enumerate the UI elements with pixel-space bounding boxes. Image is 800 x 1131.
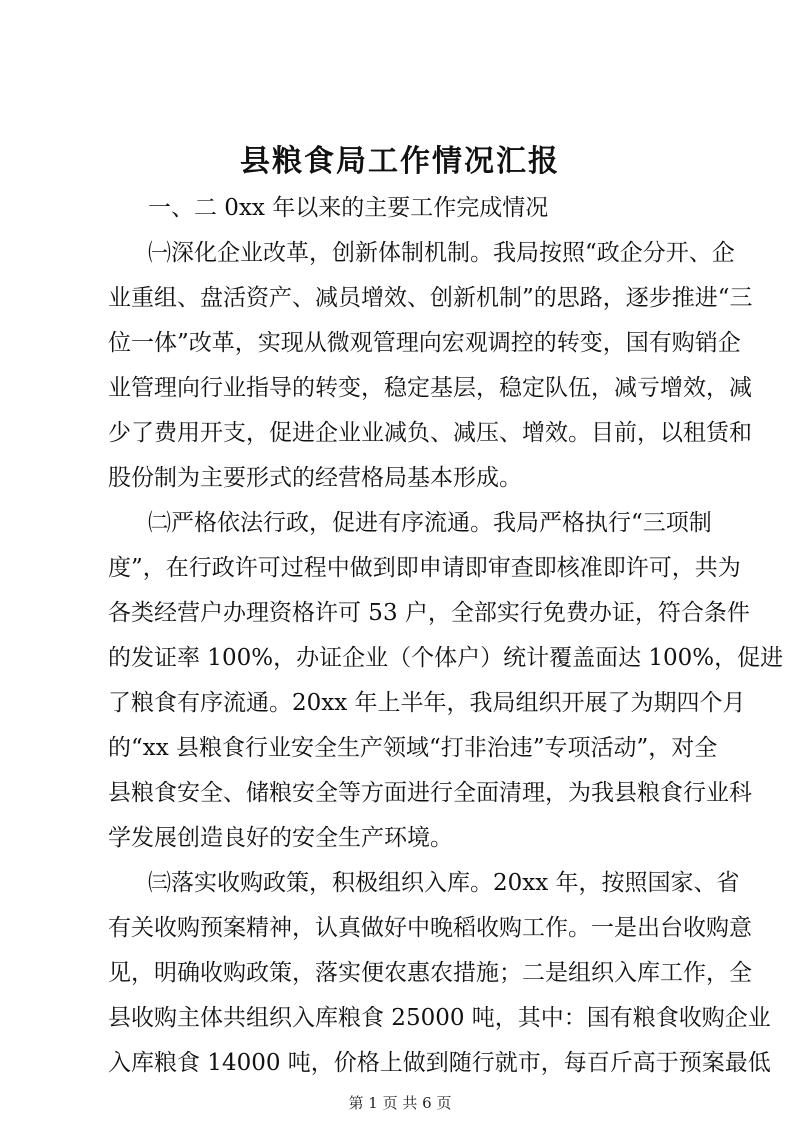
section-heading: 一、二 0xx 年以来的主要工作完成情况 (148, 195, 549, 221)
paragraph-line: 股份制为主要形式的经营格局基本形成。 (108, 465, 522, 491)
paragraph-line: 位一体”改革，实现从微观管理向宏观调控的转变，国有购销企 (108, 330, 741, 356)
paragraph-line: 有关收购预案精神，认真做好中晚稻收购工作。一是出台收购意 (108, 915, 752, 941)
paragraph-line: 业重组、盘活资产、减员增效、创新机制”的思路，逐步推进“三 (108, 285, 753, 311)
paragraph-line: 县粮食安全、储粮安全等方面进行全面清理，为我县粮食行业科 (108, 780, 752, 806)
paragraph-line: 的发证率 100%，办证企业（个体户）统计覆盖面达 100%，促进 (108, 645, 784, 671)
paragraph-line: 了粮食有序流通。20xx 年上半年，我局组织开展了为期四个月 (108, 690, 746, 716)
paragraph-line: 业管理向行业指导的转变，稳定基层，稳定队伍，减亏增效，减 (108, 375, 752, 401)
paragraph-line: 度”，在行政许可过程中做到即申请即审查即核准即许可，共为 (108, 555, 741, 581)
paragraph-line: 入库粮食 14000 吨，价格上做到随行就市，每百斤高于预案最低 (108, 1050, 771, 1076)
paragraph-line: 的“xx 县粮食行业安全生产领域“打非治违”专项活动”，对全 (108, 735, 718, 761)
page-footer: 第 1 页 共 6 页 (348, 1094, 452, 1112)
paragraph-line: 学发展创造良好的安全生产环境。 (108, 825, 453, 851)
paragraph-line: 县收购主体共组织入库粮食 25000 吨，其中：国有粮食收购企业 (108, 1005, 771, 1031)
paragraph-line: 各类经营户办理资格许可 53 户，全部实行免费办证，符合条件 (108, 600, 750, 626)
document-title: 县粮食局工作情况汇报 (240, 144, 560, 179)
paragraph-line: ㈡严格依法行政，促进有序流通。我局严格执行“三项制 (148, 510, 712, 536)
paragraph-line: ㈠深化企业改革，创新体制机制。我局按照“政企分开、企 (148, 240, 735, 266)
paragraph-line: ㈢落实收购政策，积极组织入库。20xx 年，按照国家、省 (148, 870, 740, 896)
paragraph-line: 少了费用开支，促进企业业减负、减压、增效。目前，以租赁和 (108, 420, 752, 446)
paragraph-line: 见，明确收购政策，落实便农惠农措施；二是组织入库工作，全 (108, 960, 752, 986)
